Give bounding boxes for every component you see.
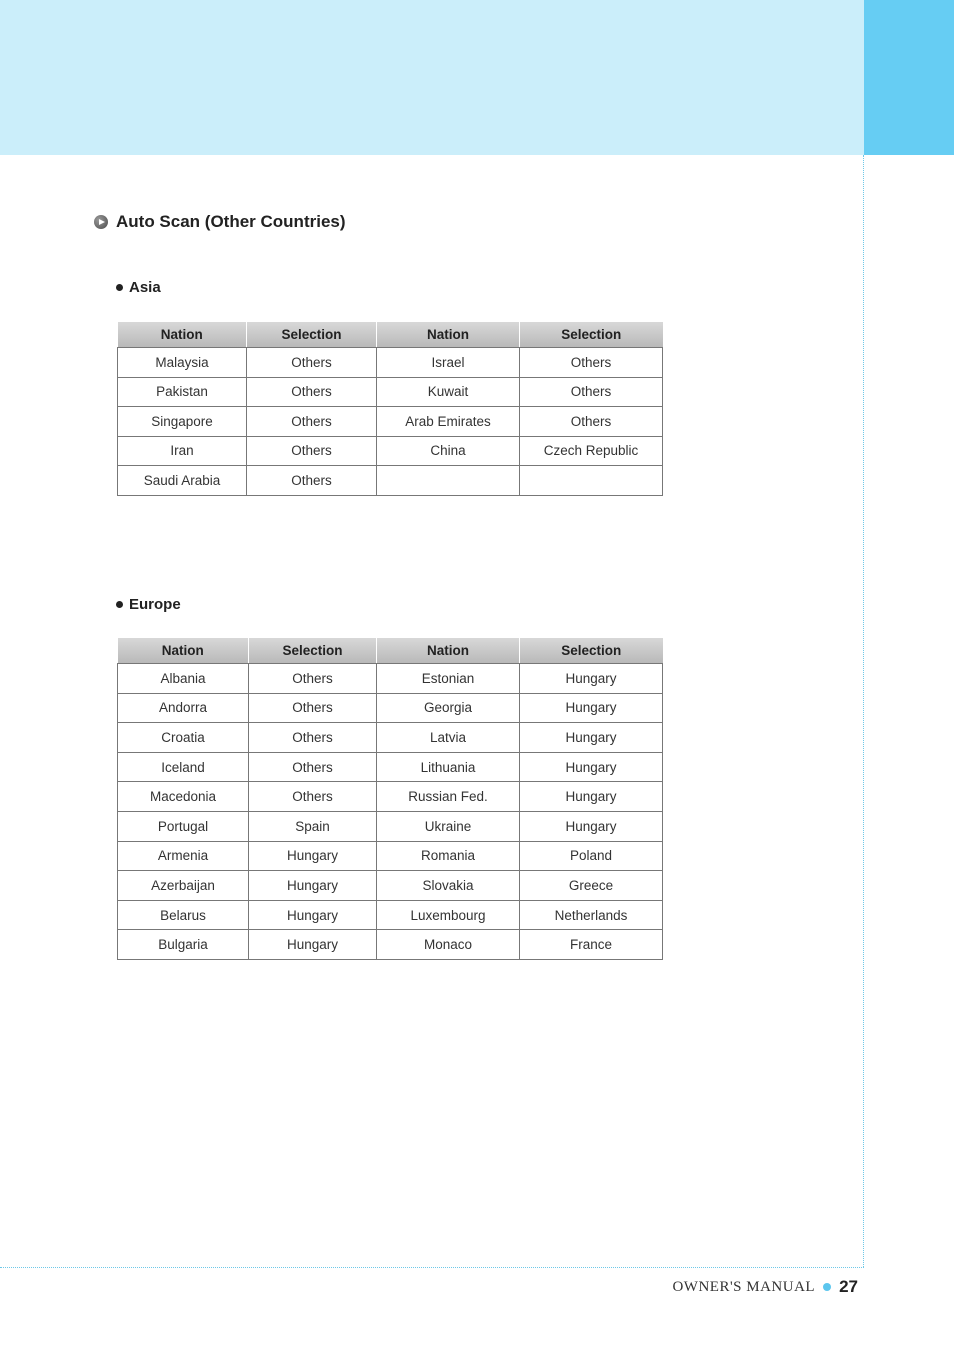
table-cell: Hungary — [520, 811, 663, 841]
table-cell: Russian Fed. — [377, 782, 520, 812]
footer-label: OWNER'S MANUAL — [672, 1278, 816, 1295]
table-cell: Others — [247, 377, 377, 407]
europe-table — [117, 638, 663, 960]
bottom-margin-line — [0, 1267, 864, 1268]
europe-heading — [116, 596, 181, 613]
table-row — [118, 811, 663, 841]
table-cell: Malaysia — [118, 348, 247, 378]
table-cell: Hungary — [520, 782, 663, 812]
table-cell: Latvia — [377, 723, 520, 753]
table-cell: Others — [249, 752, 377, 782]
table-row — [118, 752, 663, 782]
table-header-row — [118, 638, 663, 664]
dot-icon — [823, 1283, 831, 1291]
table-cell: Arab Emirates — [377, 407, 520, 437]
table-cell: Bulgaria — [118, 930, 249, 960]
header-band — [0, 0, 864, 155]
table-cell: Others — [249, 723, 377, 753]
europe-heading-text: Europe — [129, 596, 181, 613]
table-cell: Hungary — [249, 871, 377, 901]
table-cell: Luxembourg — [377, 900, 520, 930]
table-cell: China — [377, 436, 520, 466]
table-cell: Ukraine — [377, 811, 520, 841]
table-row — [118, 841, 663, 871]
table-cell: Croatia — [118, 723, 249, 753]
table-cell: Azerbaijan — [118, 871, 249, 901]
table-cell: Spain — [249, 811, 377, 841]
asia-heading-text: Asia — [129, 279, 161, 296]
table-cell: Iceland — [118, 752, 249, 782]
table-row — [118, 782, 663, 812]
table-row — [118, 930, 663, 960]
column-header: Selection — [249, 638, 377, 664]
table-cell: Others — [247, 407, 377, 437]
table-cell: Hungary — [520, 693, 663, 723]
table-cell: Hungary — [520, 664, 663, 694]
header-tab — [864, 0, 954, 155]
table-cell: Others — [520, 348, 663, 378]
table-header-row — [118, 322, 663, 348]
column-header: Nation — [377, 638, 520, 664]
right-margin-line — [863, 155, 864, 1267]
table-cell: Others — [249, 782, 377, 812]
play-circle-icon — [94, 215, 108, 229]
table-cell: Hungary — [249, 841, 377, 871]
table-cell: France — [520, 930, 663, 960]
table-cell — [377, 466, 520, 496]
table-row — [118, 348, 663, 378]
column-header: Selection — [520, 322, 663, 348]
table-cell: Georgia — [377, 693, 520, 723]
table-cell: Others — [520, 377, 663, 407]
table-cell: Hungary — [520, 752, 663, 782]
column-header: Nation — [118, 638, 249, 664]
table-row — [118, 871, 663, 901]
column-header: Selection — [247, 322, 377, 348]
table-cell: Estonian — [377, 664, 520, 694]
table-cell: Pakistan — [118, 377, 247, 407]
table-cell: Czech Republic — [520, 436, 663, 466]
table-cell: Hungary — [249, 900, 377, 930]
table-cell: Macedonia — [118, 782, 249, 812]
bullet-icon — [116, 601, 123, 608]
section-title-text: Auto Scan (Other Countries) — [116, 212, 346, 231]
table-cell: Lithuania — [377, 752, 520, 782]
table-cell: Iran — [118, 436, 247, 466]
table-cell: Monaco — [377, 930, 520, 960]
table-cell: Armenia — [118, 841, 249, 871]
table-cell: Belarus — [118, 900, 249, 930]
asia-heading — [116, 279, 161, 296]
table-cell — [520, 466, 663, 496]
page-number: 27 — [839, 1277, 858, 1296]
page-footer — [672, 1277, 858, 1297]
table-cell: Saudi Arabia — [118, 466, 247, 496]
section-title — [94, 212, 346, 232]
table-cell: Others — [247, 348, 377, 378]
table-cell: Others — [520, 407, 663, 437]
bullet-icon — [116, 284, 123, 291]
table-cell: Israel — [377, 348, 520, 378]
table-cell: Greece — [520, 871, 663, 901]
table-row — [118, 693, 663, 723]
table-cell: Others — [249, 693, 377, 723]
table-cell: Others — [247, 436, 377, 466]
table-cell: Slovakia — [377, 871, 520, 901]
table-cell: Albania — [118, 664, 249, 694]
table-cell: Romania — [377, 841, 520, 871]
table-cell: Netherlands — [520, 900, 663, 930]
table-row — [118, 436, 663, 466]
table-row — [118, 900, 663, 930]
table-cell: Singapore — [118, 407, 247, 437]
column-header: Nation — [118, 322, 247, 348]
asia-table — [117, 322, 663, 496]
table-row — [118, 723, 663, 753]
column-header: Selection — [520, 638, 663, 664]
table-cell: Andorra — [118, 693, 249, 723]
column-header: Nation — [377, 322, 520, 348]
table-row — [118, 664, 663, 694]
table-row — [118, 377, 663, 407]
table-row — [118, 466, 663, 496]
table-cell: Others — [249, 664, 377, 694]
table-cell: Hungary — [520, 723, 663, 753]
table-cell: Portugal — [118, 811, 249, 841]
table-cell: Poland — [520, 841, 663, 871]
table-cell: Kuwait — [377, 377, 520, 407]
table-cell: Others — [247, 466, 377, 496]
table-cell: Hungary — [249, 930, 377, 960]
table-row — [118, 407, 663, 437]
